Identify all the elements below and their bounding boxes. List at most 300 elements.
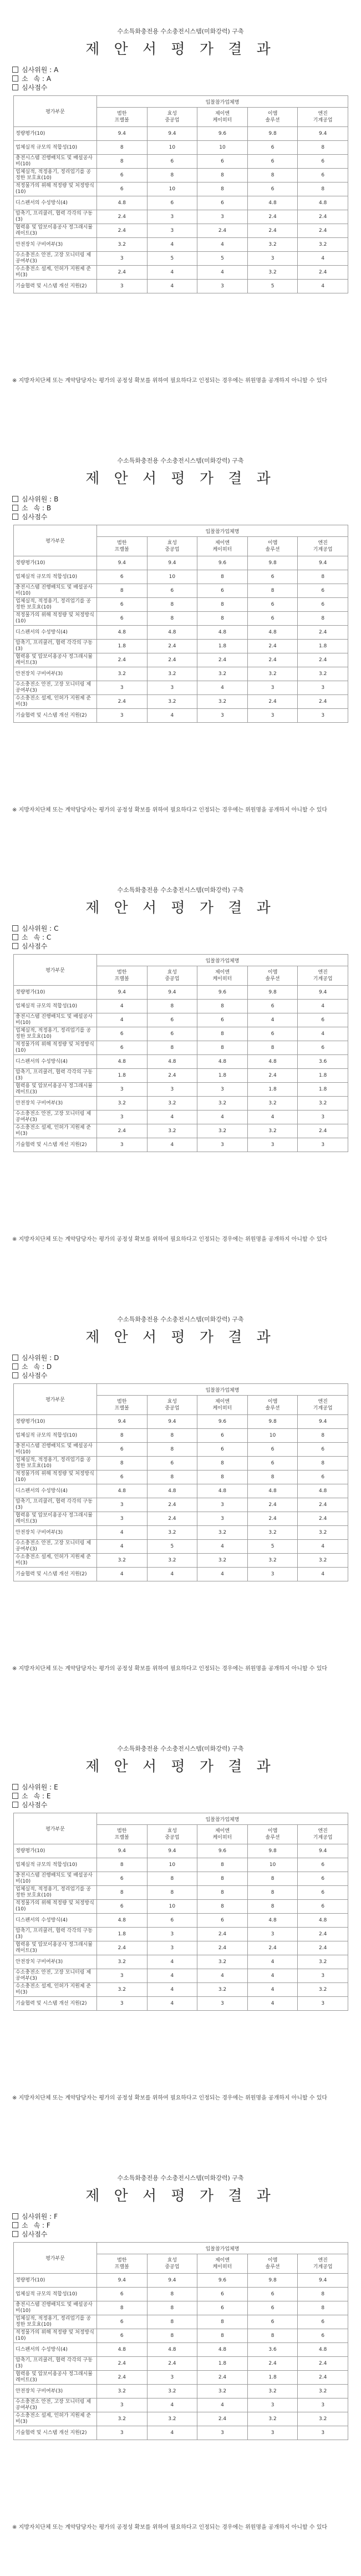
score-cell: 4 xyxy=(147,1997,197,2011)
criteria-cell: 디스펜서의 수성방식(4) xyxy=(14,1055,97,1069)
reviewer-label: 심사위원 : xyxy=(22,925,52,932)
score-cell: 6 xyxy=(197,1443,248,1457)
footnote: ※ 지방자치단체 또는 계약담당자는 평가의 공정성 확보를 위하여 필요하다고 인정되는 경우에는 위원명을 공개하지 아니할 수 있다 xyxy=(12,1666,328,1672)
score-cell: 6 xyxy=(97,169,148,182)
score-cell: 3.2 xyxy=(247,1526,298,1540)
affiliation-line xyxy=(12,504,58,513)
score-cell: 4.8 xyxy=(97,1914,148,1928)
reviewer-label: 심사위원 : xyxy=(22,1783,52,1791)
criteria-cell: 디스펜서의 수성방식(4) xyxy=(14,1914,97,1928)
score-cell: 3.2 xyxy=(247,2385,298,2398)
score-cell: 3 xyxy=(197,1512,248,1526)
company-header: 엔진 기계공업 xyxy=(298,1825,348,1844)
score-table xyxy=(13,1383,348,1581)
score-cell: 8 xyxy=(197,182,248,196)
criteria-cell: 적정물가의 위해 적정량 및 처정방식(10) xyxy=(14,2329,97,2343)
criteria-cell: 적정물가의 위해 적정량 및 처정방식(10) xyxy=(14,1470,97,1484)
score-cell: 8 xyxy=(97,155,148,169)
reviewer-line xyxy=(12,1783,58,1792)
table-row xyxy=(14,1124,348,1138)
score-cell: 4 xyxy=(247,1997,298,2011)
score-cell: 2.4 xyxy=(298,224,348,238)
table-row xyxy=(14,1955,348,1969)
score-cell: 3 xyxy=(298,1138,348,1152)
table-row xyxy=(14,2274,348,2288)
criteria-cell: 디스펜서의 수성방식(4) xyxy=(14,1484,97,1498)
score-cell: 2.4 xyxy=(147,2357,197,2371)
reviewer-line xyxy=(12,65,58,74)
table-row xyxy=(14,1041,348,1055)
criteria-cell: 적정물가의 위해 적정량 및 처정방식(10) xyxy=(14,1900,97,1914)
score-cell: 2.4 xyxy=(247,2357,298,2371)
score-cell: 6 xyxy=(197,2288,248,2301)
evaluation-page xyxy=(0,1288,361,1717)
affiliation-label-a: 소 xyxy=(22,504,28,512)
score-cell: 10 xyxy=(147,141,197,155)
score-cell: 9.4 xyxy=(147,1415,197,1429)
score-cell: 4 xyxy=(197,1568,248,1581)
score-cell: 4 xyxy=(147,1955,197,1969)
score-cell: 3 xyxy=(97,1083,148,1097)
score-cell: 3.6 xyxy=(247,2343,298,2357)
criteria-cell: 수소충전소 안전, 고장 모니터링 제공여부(3) xyxy=(14,1110,97,1124)
company-header: 제이엔 케이히터 xyxy=(197,1825,248,1844)
score-cell: 3.2 xyxy=(247,2412,298,2426)
criteria-cell: 디스펜서의 수성방식(4) xyxy=(14,626,97,640)
score-cell: 6 xyxy=(247,141,298,155)
score-cell: 8 xyxy=(147,2301,197,2315)
criteria-cell: 협력용 및 압보이용공사 정그래시뮬레이트(3) xyxy=(14,1083,97,1097)
table-row xyxy=(14,2343,348,2357)
score-cell: 8 xyxy=(147,1429,197,1443)
score-cell: 3.2 xyxy=(247,1124,298,1138)
score-cell: 3 xyxy=(197,210,248,224)
score-cell: 6 xyxy=(298,1872,348,1886)
score-cell: 3.2 xyxy=(147,2412,197,2426)
table-row xyxy=(14,1083,348,1097)
score-cell: 8 xyxy=(298,182,348,196)
score-cell: 4 xyxy=(197,238,248,252)
score-cell: 4 xyxy=(147,1110,197,1124)
score-cell: 8 xyxy=(247,1872,298,1886)
score-cell: 4.8 xyxy=(197,1484,248,1498)
affiliation-value: E xyxy=(46,1792,51,1800)
score-cell: 9.4 xyxy=(298,1415,348,1429)
score-cell: 3 xyxy=(147,1083,197,1097)
project-subtitle: 수소특화충전용 수소충전시스템(미화강력) 구축 xyxy=(117,1745,244,1752)
score-cell: 3 xyxy=(97,280,148,293)
score-cell: 6 xyxy=(247,1457,298,1470)
score-cell: 4.8 xyxy=(197,2343,248,2357)
criteria-cell: 디스펜서의 수성방식(4) xyxy=(14,196,97,210)
score-cell: 9.6 xyxy=(197,127,248,141)
score-cell: 9.6 xyxy=(197,1844,248,1858)
score-cell: 4 xyxy=(298,280,348,293)
reviewer-label: 심사위원 : xyxy=(22,1354,52,1362)
score-cell: 6 xyxy=(147,196,197,210)
company-header: 범한 프렐볼 xyxy=(97,537,148,556)
table-row xyxy=(14,570,348,584)
company-header: 이엠 솔루션 xyxy=(247,2254,298,2274)
score-cell: 9.8 xyxy=(247,1844,298,1858)
score-cell: 1.8 xyxy=(197,2357,248,2371)
score-cell: 6 xyxy=(298,2329,348,2343)
score-cell: 8 xyxy=(97,141,148,155)
score-cell: 4 xyxy=(298,1540,348,1554)
reviewer-value: A xyxy=(54,66,59,74)
reviewer-info xyxy=(12,495,58,521)
page-title: 제 안 서 평 가 결 과 xyxy=(85,2188,276,2204)
reviewer-value: D xyxy=(54,1354,59,1362)
footnote: ※ 지방자치단체 또는 계약담당자는 평가의 공정성 확보를 위하여 필요하다고 인정되는 경우에는 위원명을 공개하지 아니할 수 있다 xyxy=(12,807,328,813)
score-cell: 2.4 xyxy=(247,640,298,653)
score-label: 심사점수 xyxy=(22,513,48,521)
score-cell: 6 xyxy=(147,1013,197,1027)
table-row xyxy=(14,1110,348,1124)
score-cell: 8 xyxy=(197,1886,248,1900)
score-cell: 3 xyxy=(197,1498,248,1512)
score-cell: 3 xyxy=(97,709,148,723)
score-cell: 3 xyxy=(197,1083,248,1097)
table-row xyxy=(14,1844,348,1858)
score-cell: 4.8 xyxy=(97,626,148,640)
table-row xyxy=(14,626,348,640)
score-cell: 10 xyxy=(247,1858,298,1872)
criteria-cell: 협력용 및 압보이용공사 정그래시뮬레이트(3) xyxy=(14,1512,97,1526)
company-header: 엔진 기계공업 xyxy=(298,966,348,986)
score-cell: 2.4 xyxy=(147,1498,197,1512)
score-cell: 6 xyxy=(97,1470,148,1484)
table-row xyxy=(14,1415,348,1429)
page-title: 제 안 서 평 가 결 과 xyxy=(85,1758,276,1775)
checkbox-square-icon xyxy=(12,1355,18,1361)
table-row xyxy=(14,1484,348,1498)
reviewer-label: 심사위원 : xyxy=(22,2213,52,2220)
score-cell: 6 xyxy=(298,1858,348,1872)
score-cell: 6 xyxy=(247,1027,298,1041)
score-cell: 4 xyxy=(147,1568,197,1581)
score-cell: 3 xyxy=(147,1941,197,1955)
footnote: ※ 지방자치단체 또는 계약담당자는 평가의 공정성 확보를 위하여 필요하다고 인정되는 경우에는 위원명을 공개하지 아니할 수 있다 xyxy=(12,2095,328,2101)
reviewer-info xyxy=(12,924,58,951)
criteria-cell: 업체실적 규모의 적합성(10) xyxy=(14,2288,97,2301)
table-row xyxy=(14,1540,348,1554)
score-cell: 4 xyxy=(147,1983,197,1997)
score-cell: 4 xyxy=(97,1540,148,1554)
affiliation-line xyxy=(12,74,58,83)
criteria-cell: 업체실적, 적정용기, 정리업기를 공정한 보호효(10) xyxy=(14,598,97,612)
score-cell: 6 xyxy=(247,1000,298,1013)
reviewer-value: E xyxy=(54,1783,58,1791)
score-cell: 8 xyxy=(197,1457,248,1470)
criteria-cell: 압축기, 프리쿨러, 협력 각각의 구동(3) xyxy=(14,1498,97,1512)
score-cell: 3.2 xyxy=(147,1097,197,1110)
score-cell: 9.4 xyxy=(97,556,148,570)
table-row xyxy=(14,1526,348,1540)
score-cell: 3.2 xyxy=(97,1097,148,1110)
criteria-cell: 충전시스템 진행배치도 및 배설공사비(10) xyxy=(14,155,97,169)
criteria-cell: 업체실적, 적정용기, 정리업기를 공정한 보호효(10) xyxy=(14,169,97,182)
table-row xyxy=(14,1138,348,1152)
score-cell: 6 xyxy=(147,155,197,169)
score-cell: 3 xyxy=(97,1498,148,1512)
score-cell: 2.4 xyxy=(97,2371,148,2385)
score-cell: 8 xyxy=(147,169,197,182)
score-cell: 4 xyxy=(247,1983,298,1997)
table-row xyxy=(14,1013,348,1027)
score-cell: 3 xyxy=(247,252,298,266)
score-cell: 3.2 xyxy=(147,667,197,681)
score-cell: 8 xyxy=(197,1900,248,1914)
score-cell: 8 xyxy=(147,598,197,612)
score-cell: 2.4 xyxy=(147,653,197,667)
table-row xyxy=(14,1997,348,2011)
table-row xyxy=(14,2398,348,2412)
score-cell: 3.6 xyxy=(298,1055,348,1069)
score-cell: 4.8 xyxy=(147,1484,197,1498)
score-cell: 3.2 xyxy=(298,2385,348,2398)
score-cell: 8 xyxy=(247,169,298,182)
score-cell: 6 xyxy=(197,1013,248,1027)
score-cell: 8 xyxy=(197,598,248,612)
table-header-row xyxy=(14,955,348,966)
score-cell: 3.2 xyxy=(298,238,348,252)
score-cell: 2.4 xyxy=(298,653,348,667)
score-cell: 4 xyxy=(197,681,248,695)
affiliation-label-a: 소 xyxy=(22,2222,28,2229)
table-row xyxy=(14,1886,348,1900)
score-cell: 4.8 xyxy=(247,196,298,210)
reviewer-value: F xyxy=(54,2213,58,2220)
score-cell: 9.4 xyxy=(147,127,197,141)
table-row xyxy=(14,1872,348,1886)
score-cell: 1.8 xyxy=(247,1083,298,1097)
score-cell: 10 xyxy=(147,1900,197,1914)
table-row xyxy=(14,709,348,723)
project-subtitle: 수소특화충전용 수소충전시스템(미화강력) 구축 xyxy=(117,886,244,894)
score-cell: 4.8 xyxy=(298,196,348,210)
reviewer-info xyxy=(12,1353,59,1380)
checkbox-square-icon xyxy=(12,1784,18,1790)
table-row xyxy=(14,224,348,238)
score-cell: 4.8 xyxy=(97,196,148,210)
company-header: 효성 중공업 xyxy=(147,966,197,986)
criteria-cell: 기술협력 및 시스템 개선 지원(2) xyxy=(14,280,97,293)
table-row xyxy=(14,1941,348,1955)
score-cell: 8 xyxy=(147,2315,197,2329)
score-table xyxy=(13,95,348,293)
score-cell: 9.4 xyxy=(147,986,197,1000)
evaluation-page xyxy=(0,0,361,429)
score-cell: 4 xyxy=(298,1000,348,1013)
score-cell: 3 xyxy=(97,2426,148,2440)
score-cell: 2.4 xyxy=(298,1512,348,1526)
table-row xyxy=(14,695,348,709)
score-cell: 3 xyxy=(97,1969,148,1983)
score-cell: 2.4 xyxy=(298,695,348,709)
affiliation-value: C xyxy=(46,934,52,941)
company-header: 제이엔 케이히터 xyxy=(197,2254,248,2274)
score-label: 심사점수 xyxy=(22,2230,48,2238)
company-header: 엔진 기계공업 xyxy=(298,1396,348,1415)
score-cell: 3.2 xyxy=(298,667,348,681)
score-line xyxy=(12,1371,59,1380)
score-cell: 3.2 xyxy=(147,1124,197,1138)
criteria-cell: 압축기, 프리쿨러, 협력 각각의 구동(3) xyxy=(14,1928,97,1941)
score-cell: 4 xyxy=(247,1969,298,1983)
score-cell: 6 xyxy=(97,2288,148,2301)
score-cell: 3 xyxy=(197,1997,248,2011)
score-cell: 9.4 xyxy=(298,556,348,570)
affiliation-label-b: 속 : xyxy=(33,2222,45,2229)
score-cell: 3 xyxy=(298,681,348,695)
criteria-header: 평가부문 xyxy=(14,525,97,556)
affiliation-label-b: 속 : xyxy=(33,1792,45,1800)
page-title: 제 안 서 평 가 결 과 xyxy=(85,900,276,916)
score-cell: 4 xyxy=(97,1000,148,1013)
score-cell: 6 xyxy=(247,2301,298,2315)
reviewer-info xyxy=(12,2212,58,2239)
score-cell: 3 xyxy=(97,1138,148,1152)
criteria-cell: 업체실적, 적정용기, 정리업기를 공정한 보호효(10) xyxy=(14,2315,97,2329)
table-row xyxy=(14,1498,348,1512)
score-cell: 3.2 xyxy=(247,1554,298,1568)
score-cell: 3.2 xyxy=(197,1983,248,1997)
score-cell: 3.2 xyxy=(97,1955,148,1969)
score-cell: 3.2 xyxy=(298,1955,348,1969)
score-cell: 9.4 xyxy=(298,1844,348,1858)
criteria-cell: 수소충전소 안전, 고장 모니터링 제공여부(3) xyxy=(14,1540,97,1554)
criteria-cell: 안전장치 구비여부(3) xyxy=(14,238,97,252)
score-cell: 8 xyxy=(197,2329,248,2343)
table-row xyxy=(14,1983,348,1997)
checkbox-square-icon xyxy=(12,67,18,73)
score-cell: 4.8 xyxy=(298,1914,348,1928)
score-cell: 2.4 xyxy=(197,2371,248,2385)
score-cell: 3 xyxy=(247,1568,298,1581)
score-cell: 8 xyxy=(97,2301,148,2315)
score-cell: 6 xyxy=(298,1900,348,1914)
score-cell: 8 xyxy=(97,1429,148,1443)
score-cell: 3.2 xyxy=(298,1526,348,1540)
project-subtitle: 수소특화충전용 수소충전시스템(미화강력) 구축 xyxy=(117,457,244,464)
score-cell: 3.2 xyxy=(97,2412,148,2426)
score-table xyxy=(13,954,348,1152)
score-line xyxy=(12,1801,58,1809)
score-cell: 3 xyxy=(197,2426,248,2440)
score-cell: 6 xyxy=(197,1429,248,1443)
score-cell: 4.8 xyxy=(147,1055,197,1069)
score-cell: 2.4 xyxy=(298,1124,348,1138)
score-cell: 3.2 xyxy=(247,238,298,252)
table-row xyxy=(14,127,348,141)
score-cell: 3.2 xyxy=(247,266,298,280)
score-cell: 10 xyxy=(147,570,197,584)
checkbox-square-icon xyxy=(12,925,18,931)
criteria-cell: 수소충전소 설계, 인허가 지원제 준비(3) xyxy=(14,695,97,709)
score-cell: 4 xyxy=(97,1526,148,1540)
score-cell: 9.4 xyxy=(97,127,148,141)
table-row xyxy=(14,1858,348,1872)
affiliation-value: A xyxy=(46,75,52,83)
score-cell: 2.4 xyxy=(298,1928,348,1941)
score-cell: 4.8 xyxy=(197,1055,248,1069)
score-cell: 3.2 xyxy=(298,2412,348,2426)
score-cell: 6 xyxy=(298,2315,348,2329)
score-cell: 3.2 xyxy=(97,667,148,681)
table-row xyxy=(14,653,348,667)
criteria-cell: 정량평가(10) xyxy=(14,127,97,141)
criteria-cell: 안전장치 구비여부(3) xyxy=(14,1955,97,1969)
score-cell: 6 xyxy=(197,155,248,169)
company-header: 이엠 솔루션 xyxy=(247,1396,298,1415)
table-header-row xyxy=(14,1813,348,1825)
score-cell: 2.4 xyxy=(298,1498,348,1512)
score-cell: 2.4 xyxy=(97,1941,148,1955)
score-cell: 4.8 xyxy=(147,626,197,640)
score-cell: 6 xyxy=(197,2301,248,2315)
score-cell: 3.2 xyxy=(298,1097,348,1110)
affiliation-label-b: 속 : xyxy=(33,504,45,512)
score-cell: 8 xyxy=(298,141,348,155)
criteria-cell: 기술협력 및 시스템 개선 지원(2) xyxy=(14,1568,97,1581)
score-cell: 8 xyxy=(298,2288,348,2301)
table-row xyxy=(14,2315,348,2329)
checkbox-square-icon xyxy=(12,496,18,502)
evaluation-page xyxy=(0,1717,361,2147)
score-cell: 3 xyxy=(298,1110,348,1124)
score-cell: 4.8 xyxy=(147,2343,197,2357)
score-cell: 9.4 xyxy=(147,2274,197,2288)
affiliation-label-b: 속 : xyxy=(33,1363,45,1371)
score-cell: 2.4 xyxy=(247,224,298,238)
project-subtitle: 수소특화충전용 수소충전시스템(미화강력) 구축 xyxy=(117,28,244,35)
checkbox-square-icon xyxy=(12,84,18,90)
score-cell: 8 xyxy=(298,2301,348,2315)
footnote: ※ 지방자치단체 또는 계약담당자는 평가의 공정성 확보를 위하여 필요하다고 인정되는 경우에는 위원명을 공개하지 아니할 수 있다 xyxy=(12,378,328,384)
score-cell: 6 xyxy=(247,155,298,169)
criteria-cell: 수소충전소 설계, 인허가 지원제 준비(3) xyxy=(14,1554,97,1568)
criteria-header: 평가부문 xyxy=(14,96,97,127)
table-row xyxy=(14,986,348,1000)
score-cell: 4 xyxy=(147,238,197,252)
score-cell: 3 xyxy=(97,1997,148,2011)
score-cell: 8 xyxy=(197,1872,248,1886)
company-header: 효성 중공업 xyxy=(147,1396,197,1415)
score-cell: 6 xyxy=(247,1443,298,1457)
reviewer-value: B xyxy=(54,495,59,503)
score-cell: 10 xyxy=(197,141,248,155)
score-cell: 4.8 xyxy=(247,1484,298,1498)
score-cell: 3.2 xyxy=(197,1554,248,1568)
score-cell: 9.8 xyxy=(247,986,298,1000)
score-cell: 9.8 xyxy=(247,127,298,141)
checkbox-square-icon xyxy=(12,934,18,940)
score-cell: 8 xyxy=(147,1041,197,1055)
score-cell: 6 xyxy=(97,1872,148,1886)
score-cell: 6 xyxy=(247,182,298,196)
affiliation-label-a: 소 xyxy=(22,1792,28,1800)
company-header: 엔진 기계공업 xyxy=(298,2254,348,2274)
score-cell: 6 xyxy=(147,1457,197,1470)
score-cell: 2.4 xyxy=(247,1941,298,1955)
score-cell: 6 xyxy=(298,155,348,169)
score-cell: 6 xyxy=(97,598,148,612)
score-cell: 2.4 xyxy=(247,695,298,709)
score-cell: 2.4 xyxy=(298,2371,348,2385)
score-cell: 1.8 xyxy=(197,640,248,653)
table-row xyxy=(14,612,348,626)
